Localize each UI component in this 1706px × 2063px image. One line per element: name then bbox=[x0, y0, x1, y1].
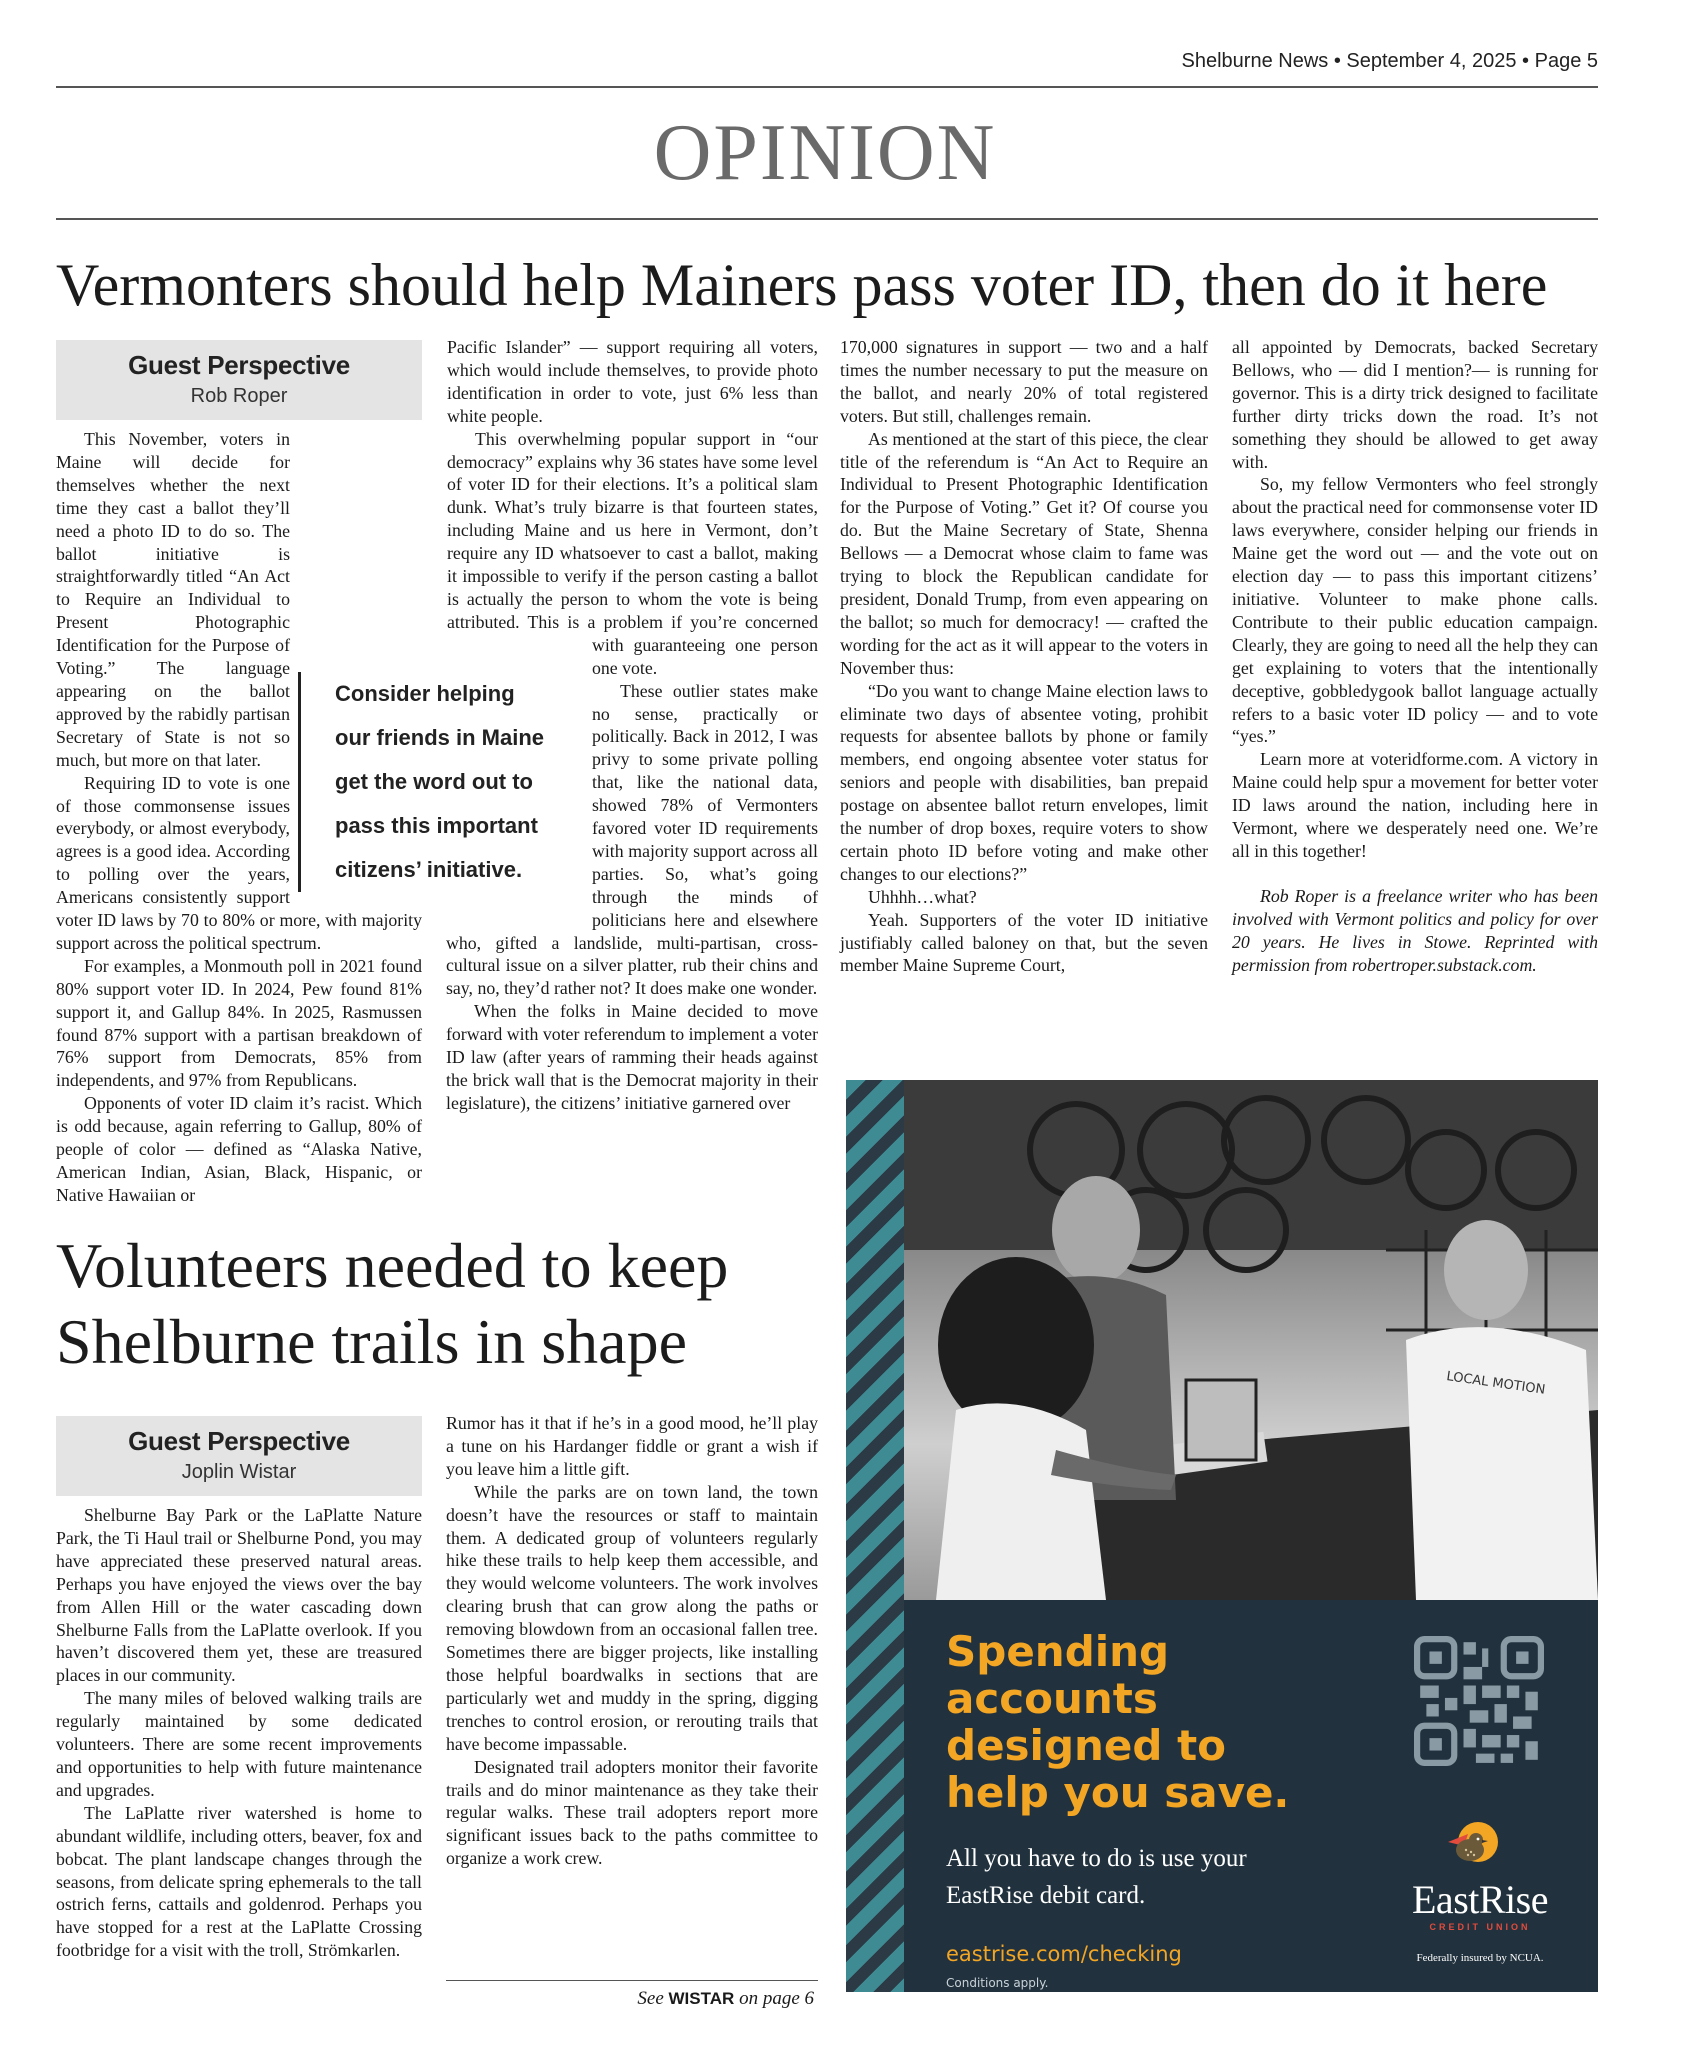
ad-headline-line: Spending bbox=[946, 1627, 1170, 1676]
pull-quote-line: our friends in Maine bbox=[335, 725, 545, 750]
paragraph: For examples, a Monmouth poll in 2021 found 80% support voter ID. In 2024, Pew found 81% support it, and Gallup 84%. In 2025, Rasmussen found 87% support with a partisan breakdown of 76% support from Democrats, 85% from independents, and 97% from Republicans. bbox=[56, 955, 422, 1091]
pull-quote-line: get the word out to bbox=[335, 769, 533, 794]
pull-quote-line: Consider helping bbox=[335, 681, 515, 706]
clerk-shirt-text: LOCAL MOTION bbox=[1445, 1369, 1547, 1398]
top-rule bbox=[56, 86, 1598, 88]
ad-headline-line: accounts bbox=[946, 1674, 1158, 1723]
paragraph: The LaPlatte river watershed is home to abundant wildlife, including otters, beaver, fox and bobcat. The plant landscape changes through the seasons, from delicate spring ephemerals to the tall ostrich ferns, cattails and goldenrod. Perhaps you have stopped for a rest at the LaPlatte Crossing footbridge for a visit with the troll, Strömkarlen. bbox=[56, 1802, 422, 1961]
paragraph: 170,000 signatures in support — two and a half times the number necessary to put the measure on the ballot, and nearly 20% of total registered voters. But still, challenges remain. bbox=[840, 337, 1208, 426]
article2-headline: Volunteers needed to keep Shelburne trails in shape bbox=[56, 1230, 729, 1377]
ad-brand-name: EastRise bbox=[1412, 1877, 1548, 1922]
article1-column-4 bbox=[1232, 336, 1598, 976]
article2-column-1 bbox=[56, 1504, 422, 1962]
section-title: OPINION bbox=[653, 109, 997, 197]
ad-ncua-disclaimer: Federally insured by NCUA. bbox=[1416, 1952, 1544, 1964]
article2-kicker: Guest Perspective bbox=[128, 1426, 350, 1456]
jump-keyword: WISTAR bbox=[668, 1989, 735, 2008]
ad-headline-line: help you save. bbox=[946, 1768, 1290, 1817]
article1-author: Rob Roper bbox=[190, 385, 288, 407]
jump-prefix: See bbox=[637, 1988, 664, 2009]
woman-top bbox=[936, 1403, 1106, 1600]
ad-subtext bbox=[946, 1840, 1366, 1914]
paragraph: This November, voters in Maine will decide for themselves whether the next time they cast a ballot they’ll need a photo ID to do so. The ballot initiative is straightforwardly titled “An Act to Require an Individual to Present Photographic Identification for the Purpose of Voting.” The language appearing on the ballot approved by the rabidly partisan Secretary of State is not so much, but more on that later. bbox=[56, 429, 290, 770]
eastrise-bird-logo-icon bbox=[1442, 1816, 1502, 1876]
pull-quote-line: pass this important bbox=[335, 813, 538, 838]
ad-url-link[interactable]: eastrise.com/checking bbox=[946, 1942, 1182, 1966]
article2-author: Joplin Wistar bbox=[181, 1461, 297, 1483]
eastrise-advertisement[interactable] bbox=[846, 1080, 1598, 1992]
ad-photo-bike-shop bbox=[846, 1080, 1598, 1600]
ad-pattern-stripe bbox=[846, 1080, 904, 1992]
ad-headline-line: designed to bbox=[946, 1721, 1227, 1770]
paragraph: “Do you want to change Maine election laws to eliminate two days of absentee voting, prohibit requests for absentee ballots by phone or family members, end ongoing absentee voter status for seniors and people with disabilities, ban prepaid postage on absentee ballot return envelopes, limit the number of drop boxes, require voters to show certain photo ID before voting and make other changes to our elections?” bbox=[840, 680, 1208, 884]
article1-column-2 bbox=[446, 336, 818, 1115]
paragraph: As mentioned at the start of this piece, the clear title of the referendum is “An Act to Require an Individual to Present Photographic Identification for the Purpose of Voting.” Get it? Of course you do. But the Maine Secretary of State, Shenna Bellows — a Democrat whose claim to fame was trying to block the Republican candidate for president, Donald Trump, from even appearing on the ballot; so much for democracy! — crafted the wording for the act as it will appear to the voters in November thus: bbox=[840, 428, 1208, 678]
paragraph: Uhhhh…what? bbox=[868, 886, 977, 907]
pull-quote-line: citizens’ initiative. bbox=[335, 857, 523, 882]
paragraph: These outlier states make no sense, practically or politically. Back in 2012, I was privy to some private polling that, like the national data, showed 78% of Vermonters favored voter ID requirements with majority support across all parties. So, what’s going through the minds of politicians here and elsewhere who, gifted a landslide, multi-partisan, cross-cultural issue on a silver platter, rub their chins and say, no, they’d rather not? It does make one wonder. bbox=[446, 680, 818, 999]
ad-photo-illustration bbox=[846, 1080, 1598, 1600]
paragraph: When the folks in Maine decided to move forward with voter referendum to implement a voter ID law (after years of ramming their heads against the brick wall that is the Democrat majority in their legislature), the citizens’ initiative garnered over bbox=[446, 1001, 818, 1113]
clerk-shirt bbox=[1406, 1327, 1598, 1600]
paragraph: While the parks are on town land, the town doesn’t have the resources or staff to maintain them. A dedicated group of volunteers regularly hike these trails to help keep them accessible, and they would welcome volunteers. The work involves clearing brush that can grow along the paths or removing blowdown from an occasional fallen tree. Sometimes there are bigger projects, like installing those helpful boardwalks in sections that are particularly wet and muddy in the spring, digging trenches to control erosion, or rerouting trails that have become impassable. bbox=[446, 1481, 818, 1754]
article1-kicker: Guest Perspective bbox=[128, 350, 350, 380]
clerk-head bbox=[1444, 1220, 1528, 1320]
paragraph: Requiring ID to vote is one of those commonsense issues everybody, or almost everybody, agrees is a good idea. According to polling over the years, Americans consistently support voter ID laws by 70 to 80% or more, with majority support across the political spectrum. bbox=[56, 772, 422, 953]
article2-column-2 bbox=[446, 1412, 818, 1870]
author-bio: Rob Roper is a freelance writer who has been involved with Vermont politics and policy for over 20 years. He lives in Stowe. Reprinted with permission from robertroper.substack.com. bbox=[1232, 885, 1598, 975]
article1-kicker-box bbox=[56, 340, 422, 420]
paragraph: So, my fellow Vermonters who feel strongly about the practical need for commonsense voter ID laws everywhere, consider helping our friends in Maine get the word out — and the vote out on election day — to pass this important citizens’ initiative. Volunteer to make phone calls. Contribute to their public education campaign. Clearly, they are going to need all the help they can get explaining to voters that the intentionally deceptive, gobbledygook ballot language actually refers to a basic voter ID policy — and to vote “yes.” bbox=[1232, 474, 1598, 747]
paragraph: Opponents of voter ID claim it’s racist. Which is odd because, again referring to Gallup, 80% of people of color — defined as “Alaska Native, American Indian, Asian, Black, Hispanic, or Native Hawaiian or bbox=[56, 1093, 422, 1205]
jump-suffix: on page 6 bbox=[739, 1988, 814, 2009]
article1-headline: Vermonters should help Mainers pass voter ID, then do it here bbox=[56, 252, 1548, 318]
ad-brand-tagline: CREDIT UNION bbox=[1429, 1922, 1531, 1932]
man-head bbox=[1052, 1176, 1140, 1284]
jump-line[interactable] bbox=[637, 1988, 814, 2010]
card-reader-screen bbox=[1186, 1380, 1256, 1460]
jump-rule bbox=[446, 1980, 818, 1981]
paragraph: Pacific Islander” — support requiring all voters, which would include themselves, to provide photo identification in order to vote, just 6% less than white people. bbox=[447, 337, 818, 426]
paragraph: Shelburne Bay Park or the LaPlatte Nature Park, the Ti Haul trail or Shelburne Pond, you may have appreciated these preserved natural areas. Perhaps you have enjoyed the views over the bay from Allen Hill or the water cascading down Shelburne Falls from the LaPlatte overlook. If you haven’t discovered them yet, these are treasured places in our community. bbox=[56, 1505, 422, 1686]
ad-subtext-line: All you have to do is use your bbox=[946, 1845, 1247, 1872]
paragraph: This overwhelming popular support in “our democracy” explains why 36 states have some level of voter ID for their elections. It’s a political slam dunk. What’s truly bizarre is that fourteen states, including Maine and us here in Vermont, don’t require any ID whatsoever to cast a ballot, making it impossible to verify if the person casting a ballot is actually the person to whom the vote is being attributed. This is a problem if you’re concerned with guaranteeing one person one vote. bbox=[447, 428, 818, 678]
article2-kicker-box bbox=[56, 1416, 422, 1496]
page-folio: Shelburne News • September 4, 2025 • Page 5 bbox=[1181, 50, 1598, 72]
section-rule bbox=[56, 218, 1598, 220]
paragraph: The many miles of beloved walking trails are regularly maintained by some dedicated volunteers. There are some recent improvements and opportunities to help with future maintenance and upgrades. bbox=[56, 1688, 422, 1800]
paragraph: Learn more at voteridforme.com. A victory in Maine could help spur a movement for better voter ID laws around the nation, including here in Vermont, where we desperately need one. We’re all in this together! bbox=[1232, 749, 1598, 861]
paragraph: all appointed by Democrats, backed Secretary Bellows, who — did I mention?— is running for governor. This is a dirty trick designed to facilitate further dirty tricks down the road. It’s not something they should be allowed to get away with. bbox=[1232, 337, 1598, 472]
ad-subtext-line: EastRise debit card. bbox=[946, 1882, 1146, 1909]
qr-code-icon[interactable] bbox=[1414, 1636, 1544, 1766]
paragraph: Yeah. Supporters of the voter ID initiative justifiably called baloney on that, but the seven member Maine Supreme Court, bbox=[840, 909, 1208, 976]
paragraph: Rumor has it that if he’s in a good mood, he’ll play a tune on his Hardanger fiddle or grant a wish if you leave him a little gift. bbox=[446, 1413, 818, 1479]
ad-headline bbox=[946, 1628, 1366, 1816]
paragraph: Designated trail adopters monitor their favorite trails and do minor maintenance as they take their regular walks. These trail adopters report more significant issues back to the paths committee to organize a work crew. bbox=[446, 1756, 818, 1869]
article1-column-3 bbox=[840, 336, 1208, 977]
ad-conditions: Conditions apply. bbox=[946, 1976, 1049, 1990]
